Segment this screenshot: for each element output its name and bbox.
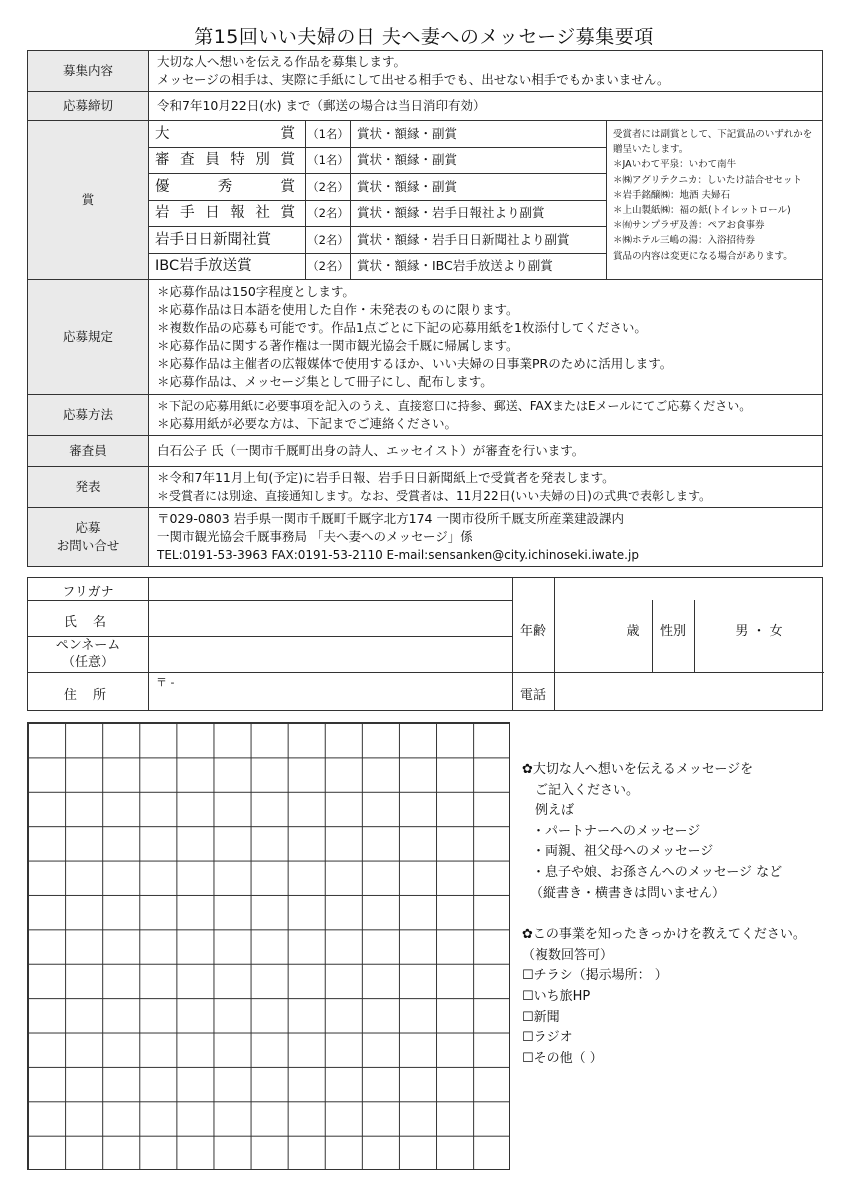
question-2-cont: （複数回答可） xyxy=(522,947,614,963)
note-line: ＊㈱アグリテクニカ：しいたけ詰合せセット xyxy=(613,174,802,186)
furigana-field[interactable] xyxy=(149,579,511,599)
note-line: ＊岩手銘醸㈱：地酒 夫婦石 xyxy=(613,189,731,201)
prize-desc: 賞状・額縁・副賞 xyxy=(351,147,607,174)
note-line: ＊㈱ホテル三嶋の湯：入浴招待券 xyxy=(613,235,756,247)
prize-desc: 賞状・額縁・岩手日報社より副賞 xyxy=(351,200,607,227)
checkbox-ichitabi[interactable]: ☐いち旅HP xyxy=(522,988,591,1004)
page-title: 第15回いい夫婦の日 夫へ妻へのメッセージ募集要項 xyxy=(194,26,654,48)
rules-line: ＊応募作品は150字程度とします。 xyxy=(157,284,355,299)
prize-note xyxy=(607,121,823,279)
question-1: ✿大切な人へ想いを伝えるメッセージを xyxy=(522,762,754,777)
contact-label xyxy=(28,508,149,567)
rules-line: ＊応募作品は日本語を使用した自作・未発表のものに限ります。 xyxy=(157,302,519,317)
penname-label-1: ペンネーム xyxy=(55,638,121,653)
contact-line: 〒029-0803 岩手県一関市千厩町千厩字北方174 一関市役所千厩支所産業建設課内 xyxy=(157,511,624,526)
prize-count: （2名） xyxy=(306,227,351,254)
gender-options: 男 ・ 女 xyxy=(735,624,783,639)
contact-line: 一関市観光協会千厩事務局 「夫へ妻へのメッセージ」係 xyxy=(157,529,473,544)
prize-name: 優 秀 賞 xyxy=(149,174,306,201)
furigana-label: フリガナ xyxy=(62,585,114,600)
announce-label: 発表 xyxy=(28,467,149,508)
contact-label-2: お問い合せ xyxy=(56,538,120,553)
side-instructions xyxy=(522,760,832,1069)
age-label: 年齢 xyxy=(519,624,546,639)
rules-label: 応募規定 xyxy=(28,280,149,395)
content-line: 大切な人へ想いを伝える作品を募集します。 xyxy=(157,54,407,69)
content-cell xyxy=(149,51,823,92)
note-line: 賞品の内容は変更になる場合があります。 xyxy=(613,250,793,262)
penname-label xyxy=(28,637,148,671)
rules-line: ＊応募作品は主催者の広報媒体で使用するほか、いい夫婦の日事業PRのために活用します。 xyxy=(157,356,673,371)
note-line: ＊上山製紙㈱：福の紙(トイレットロール) xyxy=(613,205,791,217)
question-2: ✿この事業を知ったきっかけを教えてください。 xyxy=(522,927,806,943)
gender-label: 性別 xyxy=(659,624,686,639)
contact-label-1: 応募 xyxy=(75,520,101,535)
prize-count: （1名） xyxy=(306,147,351,174)
note-line: 受賞者には副賞として、下記賞品のいずれかを贈呈いたします。 xyxy=(613,129,813,156)
question-1-cont: ご記入ください。 xyxy=(535,782,640,798)
method-line: ＊応募用紙が必要な方は、下記までご連絡ください。 xyxy=(157,416,458,431)
rules-line: ＊複数作品の応募も可能です。作品1点ごとに下記の応募用紙を1枚添付してください。 xyxy=(157,320,647,335)
prize-count: （2名） xyxy=(306,253,351,279)
prize-count: （1名） xyxy=(306,121,351,147)
prize-cell xyxy=(149,121,823,280)
prize-desc: 賞状・額縁・副賞 xyxy=(351,174,607,201)
example-item: ・息子や娘、お孫さんへのメッセージ など xyxy=(532,864,783,880)
address-label: 住 所 xyxy=(63,688,113,703)
prize-desc: 賞状・額縁・IBC岩手放送より副賞 xyxy=(351,253,607,279)
phone-label: 電話 xyxy=(519,688,546,703)
example-item: ・パートナーへのメッセージ xyxy=(532,823,701,839)
content-line: メッセージの相手は、実際に手紙にして出せる相手でも、出せない相手でもかまいません。 xyxy=(157,72,670,87)
contact-cell xyxy=(149,508,823,567)
note-line: ＊㈲サンプラザ及善：ペアお食事券 xyxy=(613,220,765,232)
name-label: 氏 名 xyxy=(63,615,113,630)
deadline-label: 応募締切 xyxy=(28,92,149,121)
content-label: 募集内容 xyxy=(28,51,149,92)
method-cell xyxy=(149,395,823,436)
deadline-text: 令和7年10月22日(水) まで（郵送の場合は当日消印有効） xyxy=(149,92,823,121)
checkbox-flyer[interactable]: ☐チラシ（掲示場所： ） xyxy=(522,968,668,984)
announce-cell xyxy=(149,467,823,508)
entry-form xyxy=(27,577,823,711)
prize-table xyxy=(149,121,822,279)
guidelines-table xyxy=(27,50,823,567)
prize-desc: 賞状・額縁・岩手日日新聞社より副賞 xyxy=(351,227,607,254)
contact-line: TEL:0191-53-3963 FAX:0191-53-2110 E-mail:sensanken@city.ichinoseki.iwate.jp xyxy=(157,548,639,562)
rules-line: ＊応募作品に関する著作権は一関市観光協会千厩に帰属します。 xyxy=(157,338,519,353)
note-line: ＊JAいわて平泉：いわて南牛 xyxy=(613,159,737,171)
judge-label: 審査員 xyxy=(28,436,149,467)
checkbox-other[interactable]: ☐その他（ ） xyxy=(522,1050,603,1066)
example-note: （縦書き・横書きは問いません） xyxy=(530,885,726,901)
announce-line: ＊令和7年11月上旬(予定)に岩手日報、岩手日日新聞紙上で受賞者を発表します。 xyxy=(157,470,615,485)
prize-name: 岩 手 日 報 社 賞 xyxy=(149,200,306,227)
prize-name: 大 賞 xyxy=(149,121,306,147)
announce-line: ＊受賞者には別途、直接通知します。なお、受賞者は、11月22日(いい夫婦の日)の式典で表彰します。 xyxy=(157,489,711,503)
method-line: ＊下記の応募用紙に必要事項を記入のうえ、直接窓口に持参、郵送、FAXまたはEメールにてご応募ください。 xyxy=(157,399,752,413)
judge-text: 白石公子 氏（一関市千厩町出身の詩人、エッセイスト）が審査を行います。 xyxy=(149,436,823,467)
method-label: 応募方法 xyxy=(28,395,149,436)
example-heading: 例えば xyxy=(535,803,575,819)
prize-desc: 賞状・額縁・副賞 xyxy=(351,121,607,147)
example-item: ・両親、祖父母へのメッセージ xyxy=(532,844,714,860)
prize-count: （2名） xyxy=(306,174,351,201)
prize-label: 賞 xyxy=(28,121,149,280)
rules-cell xyxy=(149,280,823,395)
checkbox-radio[interactable]: ☐ラジオ xyxy=(522,1030,573,1046)
phone-field[interactable] xyxy=(555,673,823,710)
address-field[interactable] xyxy=(149,673,511,710)
name-field[interactable] xyxy=(149,601,511,635)
prize-count: （2名） xyxy=(306,200,351,227)
age-field[interactable] xyxy=(555,601,617,671)
age-unit: 歳 xyxy=(626,624,640,639)
penname-label-2: （任意） xyxy=(61,655,114,670)
penname-field[interactable] xyxy=(149,637,511,671)
checkbox-newspaper[interactable]: ☐新聞 xyxy=(522,1009,560,1025)
prize-name: IBC岩手放送賞 xyxy=(149,253,306,279)
manuscript-grid[interactable] xyxy=(27,722,510,1170)
prize-name: 岩手日日新聞社賞 xyxy=(149,227,306,254)
rules-line: ＊応募作品は、メッセージ集として冊子にし、配布します。 xyxy=(157,374,493,389)
prize-name: 審 査 員 特 別 賞 xyxy=(149,147,306,174)
postal-mark: 〒 - xyxy=(156,676,175,689)
